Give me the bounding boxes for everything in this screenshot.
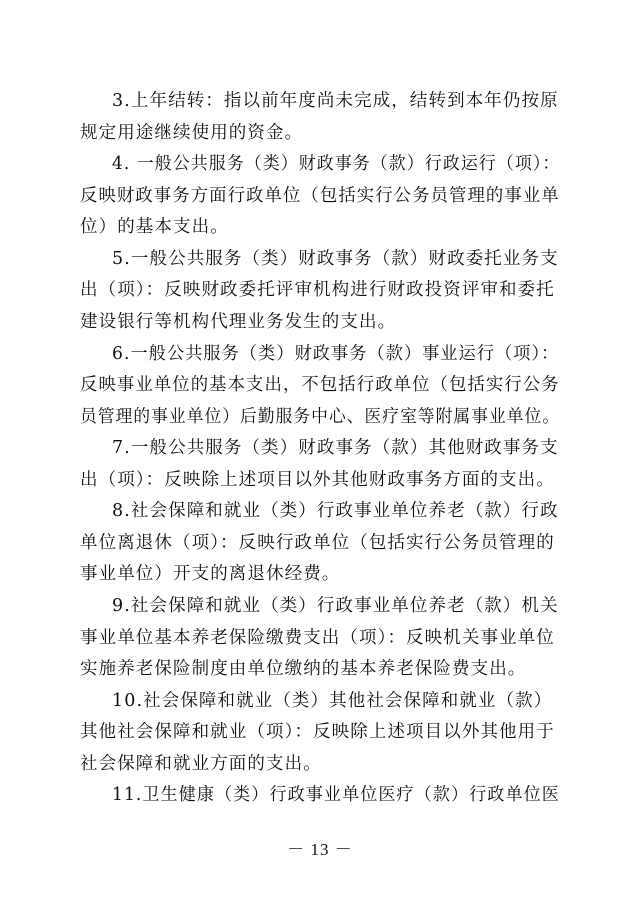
paragraph-7-line-1: 7.一般公共服务（类）财政事务（款）其他财政事务支 <box>112 438 559 459</box>
paragraph-10-line-2: 其他社会保障和就业（项）：反映除上述项目以外其他用于 <box>80 722 555 743</box>
paragraph-5-line-3: 建设银行等机构代理业务发生的支出。 <box>80 311 397 332</box>
paragraph-5-line-1: 5.一般公共服务（类）财政事务（款）财政委托业务支 <box>112 248 559 269</box>
paragraph-6-line-2: 反映事业单位的基本支出，不包括行政单位（包括实行公务 <box>80 375 560 396</box>
paragraph-9-line-2: 事业单位基本养老保险缴费支出（项）：反映机关事业单位 <box>80 627 555 648</box>
paragraph-5-line-2: 出（项）：反映财政委托评审机构进行财政投资评审和委托 <box>80 280 555 301</box>
paragraph-8-line-3: 事业单位）开支的离退休经费。 <box>80 564 341 585</box>
paragraph-6-line-3: 员管理的事业单位）后勤服务中心、医疗室等附属事业单位。 <box>80 406 561 427</box>
paragraph-4-line-1: 4. 一般公共服务（类）财政事务（款）行政运行（项）： <box>112 154 561 175</box>
paragraph-9-line-3: 实施养老保险制度由单位缴纳的基本养老保险费支出。 <box>80 659 527 680</box>
paragraph-8-line-1: 8.社会保障和就业（类）行政事业单位养老（款）行政 <box>112 501 559 522</box>
paragraph-6-line-1: 6.一般公共服务（类）财政事务（款）事业运行（项）： <box>112 343 560 364</box>
paragraph-11-line-1: 11.卫生健康（类）行政事业单位医疗（款）行政单位医 <box>112 785 560 806</box>
paragraph-4-line-3: 位）的基本支出。 <box>80 217 229 238</box>
paragraph-10-line-3: 社会保障和就业方面的支出。 <box>80 753 322 774</box>
paragraph-3-line-2: 规定用途继续使用的资金。 <box>80 122 304 143</box>
paragraph-8-line-2: 单位离退休（项）：反映行政单位（包括实行公务员管理的 <box>80 532 555 553</box>
paragraph-10-line-1: 10.社会保障和就业（类）其他社会保障和就业（款） <box>112 690 553 711</box>
paragraph-3-line-1: 3.上年结转：指以前年度尚未完成，结转到本年仍按原 <box>112 91 559 111</box>
paragraph-4-line-2: 反映财政事务方面行政单位（包括实行公务员管理的事业单 <box>80 185 560 206</box>
paragraph-9-line-1: 9.社会保障和就业（类）行政事业单位养老（款）机关 <box>112 596 559 617</box>
page-number: － 13 － <box>287 840 353 859</box>
paragraph-7-line-2: 出（项）：反映除上述项目以外其他财政事务方面的支出。 <box>80 469 555 490</box>
